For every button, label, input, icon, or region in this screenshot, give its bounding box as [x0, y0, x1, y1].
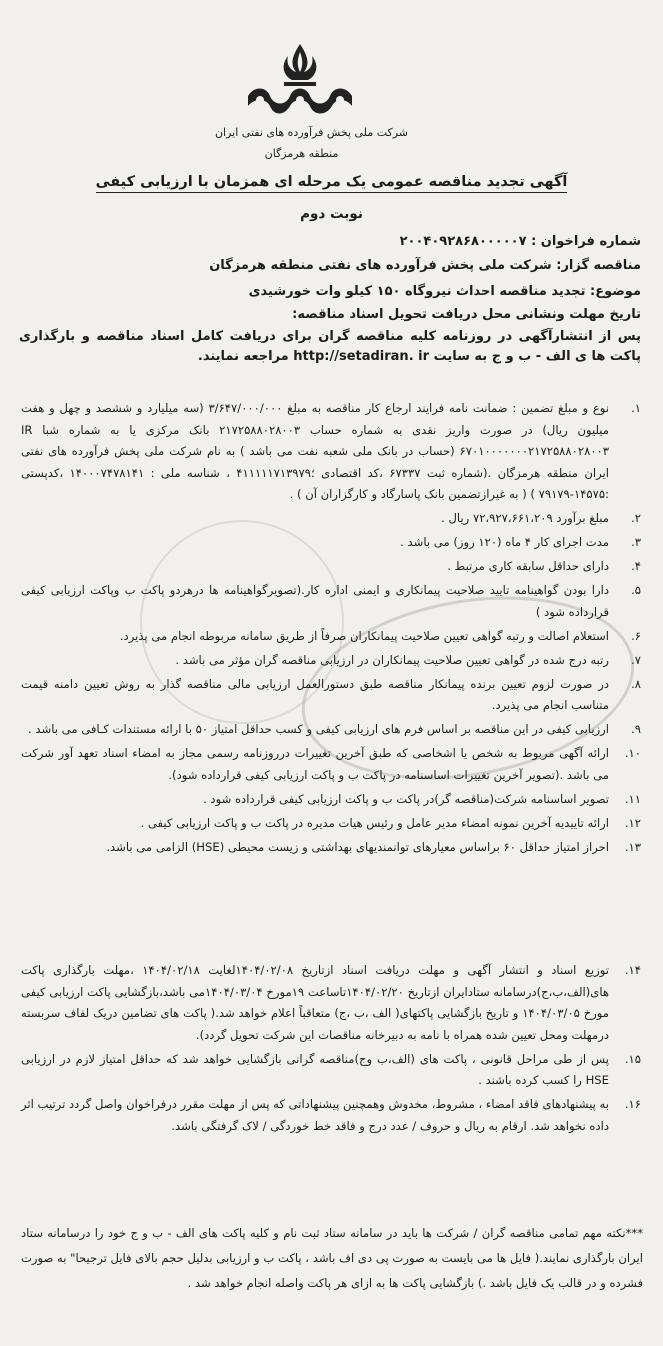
setadiran-link[interactable]: http://setadiran. ir	[293, 349, 430, 364]
list-item: ۱۵. پس از طی مراحل قانونی ، پاکت های (الف،ب وج)مناقصه گرانی بازگشایی خواهد شد که حداقل امتیاز لازم در ارزیابی HSE را کسب کرده باشند .	[21, 1051, 641, 1087]
notice-title: آگهی تجدید مناقصه عمومی یک مرحله ای همزمان با ارزیابی کیفی	[0, 174, 663, 190]
intro-suffix: مراجعه نمایند.	[197, 349, 289, 364]
intro-paragraph	[19, 327, 641, 367]
list-item: ۸. در صورت لزوم تعیین برنده پیمانکار مناقصه طبق دستورالعمل ارزیابی مالی مناقصه گذار به روش تعیین دامنه قیمت متناسب انجام می پذیرد.	[21, 676, 641, 712]
important-note: ***نکته مهم تمامی مناقصه گران / شرکت ها باید در سامانه ستاد ثبت نام و کلیه پاکت های الف - ب و ج خود را درسامانه ستاد ایران بارگذاری نمایند.( فایل ها می بایست به صورت پی دی اف باشد ، پاکت ب و ارزیابی بدلیل حجم بالای فایل ترجیحا" به صورت فشرده و در قالب یک فایل باشد .) بازگشایی پاکت ها به ازای هر پاکت واصله انجام خواهد شد .	[21, 1226, 643, 1290]
list-item: ۶. استعلام اصالت و رتبه گواهی تعیین صلاحیت پیمانکاران صرفاً از طریق سامانه مربوطه انجام می پذیرد.	[119, 628, 641, 643]
subject: موضوع: تجدید مناقصه احداث نیروگاه ۱۵۰ کیلو وات خورشیدی	[248, 284, 641, 299]
list-item: ۱۴. توزیع اسناد و انتشار آگهی و مهلت دریافت اسناد ازتاریخ ۱۴۰۴/۰۲/۰۸لغایت ۱۴۰۴/۰۲/۱۸ ،مهلت بارگذاری پاکت های(الف،ب،ج)درسامانه ستادایران ازتاریخ ۱۴۰۴/۰۲/۲۰تاساعت ۱۹مورخ ۱۴۰۴/۰۳/۰۴می باشد،بازگشایی پاکت ارزیابی کیفی مورخ ۱۴۰۴/۰۳/۰۵ و تاریخ بازگشایی پاکتهای( الف ،ب ،ج) متعاقباً اعلام خواهد شد.( پاکت های تضامین دریک لفاف سربسته درمهلت ومحل تعیین شده همراه با نامه به دبیرخانه مناقصات این شرکت تحویل گردد).	[21, 963, 641, 1042]
list-item: ۱۳. احراز امتیاز حداقل ۶۰ براساس معیارهای توانمندیهای بهداشتی و زیست محیطی (HSE) الزامی می باشد.	[106, 839, 641, 854]
deadline-label: تاریخ مهلت ونشانی محل دریافت تحویل اسناد مناقصه:	[292, 307, 641, 322]
list-item: ۱۰. ارائه آگهی مربوط به شخص یا اشخاصی که طبق آخرین تغییرات درروزنامه رسمی مجاز به امضاء اسناد تعهد آور شرکت می باشد .(تصویر آخرین تغییرات اساسنامه در پاکت ب و پاکت ارزیابی کیفی قرارداده شود).	[21, 746, 641, 782]
intro-text: پس از انتشارآگهی در روزنامه کلیه مناقصه گران برای دریافت کامل اسناد مناقصه و بارگذاری پاکت ها ی الف - ب و ج به سایت	[19, 329, 641, 364]
list-item: ۴. دارای حداقل سابقه کاری مرتبط .	[447, 559, 641, 573]
list-item: ۱۲. ارائه تاییدیه آخرین نمونه امضاء مدیر عامل و رئیس هیات مدیره در پاکت ب و پاکت ارزیابی کیفی .	[140, 815, 641, 830]
list-item: ۱. نوع و مبلغ تضمین : ضمانت نامه فرایند ارجاع کار مناقصه به مبلغ ۳/۶۴۷/۰۰۰/۰۰۰ (سه میلیارد و ششصد و چهل و هفت میلیون ریال) در صورت واریز نقدی به شماره حساب ۲۱۷۲۵۸۸۰۲۸۰۰۳ بانک مرکزی یا به شماره شبا IR ۶۷۰۱۰۰۰۰۰۰۰۲۱۷۲۵۸۸۰۲۸۰۰۳ (حساب در بانک ملی شعبه نفت می باشد ) به نام شرکت ملی پخش فرآورده های نفتی ایران منطقه هرمزگان .(شماره ثبت ۶۷۳۳۷ ،کد اقتصادی ؛۴۱۱۱۱۱۷۱۳۹۷۹ ، شناسه ملی : ۱۴۰۰۰۷۴۷۸۱۴۱ ،کدپستی :۱۴۵۷۵-۷۹۱۷۹ ) ( به غیرازتضمین بانک پاسارگاد و کارگزاران آن ) .	[21, 401, 641, 501]
company-name: شرکت ملی پخش فرآورده های نفتی ایران	[214, 126, 409, 139]
list-item: ۱۶. به پیشنهادهای فاقد امضاء ، مشروط، مخدوش وهمچنین پیشنهاداتی که پس از مهلت مقرر درفراخوان واصل گردد ترتیب اثر داده نخواهد شد. ارقام به ریال و حروف / عدد درج و فاقد خط خوردگی / لاک گرفتگی باشد.	[21, 1097, 641, 1133]
list-item: ۵. دارا بودن گواهینامه تایید صلاحیت پیمانکاری و ایمنی اداره کار.(تصویرگواهینامه ها درهردو پاکت ب وپاکت ارزیابی کیفی قرارداده شود )	[21, 583, 641, 619]
notice-round: نوبت دوم	[300, 206, 363, 222]
conditions-list	[21, 398, 643, 861]
oil-company-logo-icon	[240, 40, 360, 122]
list-item: ۳. مدت اجرای کار ۴ ماه (۱۲۰ روز) می باشد .	[400, 535, 641, 549]
company-region: منطقه هرمزگان	[264, 147, 339, 160]
list-item: ۷. رتبه درج شده در گواهی تعیین صلاحیت پیمانکاران در ارزیابی مناقصه گران مؤثر می باشد .	[175, 652, 641, 667]
schedule-list	[21, 960, 643, 1140]
list-item: ۹. ارزیابی کیفی در این مناقصه بر اساس فرم های ارزیابی کیفی و کسب حداقل امتیاز ۵۰ با ارائه مستندات کـافی می باشد .	[28, 722, 641, 736]
list-item: ۲. مبلغ برآورد ۷۲،۹۲۷،۶۶۱،۲۰۹ ریال .	[441, 511, 641, 525]
call-number: شماره فراخوان : ۲۰۰۴۰۹۲۸۶۸۰۰۰۰۰۷	[399, 234, 641, 249]
list-item: ۱۱. تصویر اساسنامه شرکت(مناقصه گر)در پاکت ب و پاکت ارزیابی کیفی قرارداده شود .	[203, 791, 641, 806]
tenderer: مناقصه گزار: شرکت ملی پخش فرآورده های نفتی منطقه هرمزگان	[209, 258, 641, 273]
